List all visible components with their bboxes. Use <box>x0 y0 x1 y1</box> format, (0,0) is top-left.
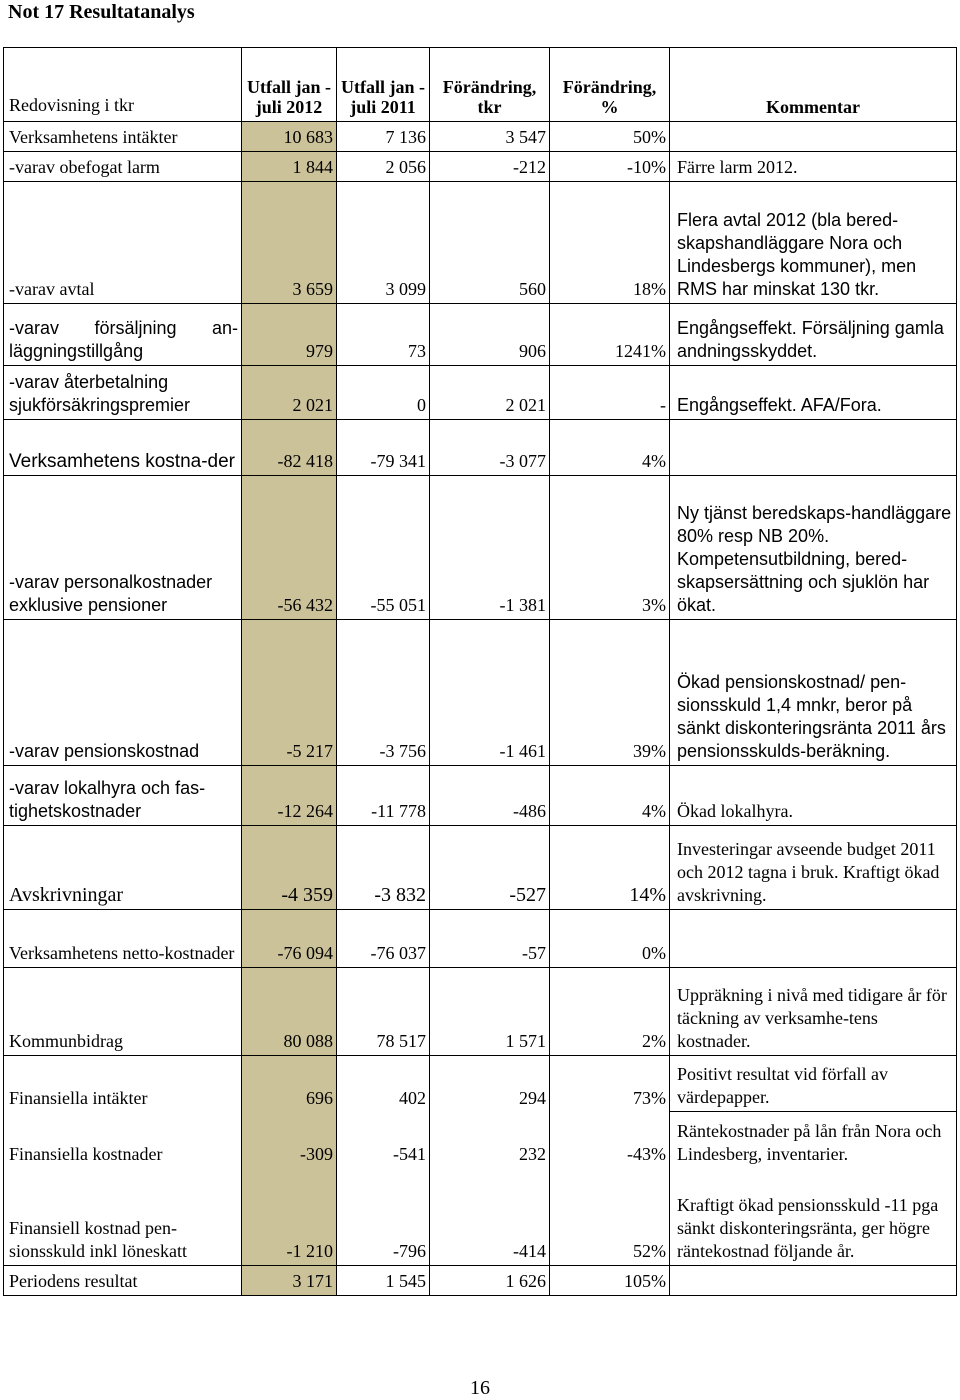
cell-2011: 402 <box>337 1056 430 1112</box>
header-utfall-2011: Utfall jan - juli 2011 <box>337 48 430 122</box>
cell-change-pct: 105% <box>550 1266 670 1296</box>
cell-comment: Ny tjänst beredskaps-handläggare 80% resp NB 20%. Kompetensutbildning, bered-skapsersättning och sjuklön har ökat. <box>670 476 957 620</box>
header-kommentar: Kommentar <box>670 48 957 122</box>
cell-change-pct: 14% <box>550 826 670 910</box>
cell-change-pct: 0% <box>550 910 670 968</box>
row-label: -varav återbetalning sjukförsäkringspremier <box>4 366 242 420</box>
row-label: -varav personalkostnader exklusive pensioner <box>4 476 242 620</box>
cell-change-pct: 2% <box>550 968 670 1056</box>
cell-2011: 3 099 <box>337 182 430 304</box>
cell-change-tkr: -3 077 <box>430 420 550 476</box>
cell-change-tkr: 232 <box>430 1112 550 1168</box>
cell-2011: -3 756 <box>337 620 430 766</box>
row-label: Periodens resultat <box>4 1266 242 1296</box>
row-label: Finansiella kostnader <box>4 1112 242 1168</box>
cell-comment: Engångseffekt. Försäljning gamla andningsskyddet. <box>670 304 957 366</box>
cell-change-pct: 39% <box>550 620 670 766</box>
cell-2011: 2 056 <box>337 152 430 182</box>
cell-change-pct: -10% <box>550 152 670 182</box>
result-table <box>3 47 957 1296</box>
table-row <box>4 182 957 304</box>
cell-change-tkr: 1 626 <box>430 1266 550 1296</box>
cell-2011: 73 <box>337 304 430 366</box>
cell-change-tkr: -57 <box>430 910 550 968</box>
table-row <box>4 826 957 910</box>
header-label: Redovisning i tkr <box>4 48 242 122</box>
cell-change-pct: - <box>550 366 670 420</box>
row-label: -varav obefogat larm <box>4 152 242 182</box>
row-label: -varav försäljning an-läggningstillgång <box>4 304 242 366</box>
cell-2012: 3 171 <box>242 1266 337 1296</box>
cell-change-pct: 52% <box>550 1168 670 1266</box>
row-label: Kommunbidrag <box>4 968 242 1056</box>
cell-2012: 1 844 <box>242 152 337 182</box>
table-row <box>4 620 957 766</box>
cell-change-tkr: -527 <box>430 826 550 910</box>
cell-comment <box>670 122 957 152</box>
table-row <box>4 420 957 476</box>
table-row <box>4 1168 957 1266</box>
table-row <box>4 910 957 968</box>
table-row <box>4 766 957 826</box>
cell-change-tkr: 1 571 <box>430 968 550 1056</box>
table-row <box>4 304 957 366</box>
header-utfall-2012: Utfall jan - juli 2012 <box>242 48 337 122</box>
cell-2011: -55 051 <box>337 476 430 620</box>
cell-change-pct: 50% <box>550 122 670 152</box>
cell-comment <box>670 420 957 476</box>
cell-change-tkr: 560 <box>430 182 550 304</box>
cell-2011: 7 136 <box>337 122 430 152</box>
row-label: Finansiella intäkter <box>4 1056 242 1112</box>
cell-2011: -79 341 <box>337 420 430 476</box>
cell-change-pct: 4% <box>550 420 670 476</box>
cell-change-tkr: -1 381 <box>430 476 550 620</box>
cell-2011: -541 <box>337 1112 430 1168</box>
cell-comment: Ökad lokalhyra. <box>670 766 957 826</box>
cell-comment: Ökad pensionskostnad/ pen-sionsskuld 1,4 mnkr, beror på sänkt diskonteringsränta 2011 års pensionsskulds-beräkning. <box>670 620 957 766</box>
cell-2012: -56 432 <box>242 476 337 620</box>
cell-2011: -796 <box>337 1168 430 1266</box>
cell-2012: -12 264 <box>242 766 337 826</box>
cell-change-pct: 18% <box>550 182 670 304</box>
row-label: -varav pensionskostnad <box>4 620 242 766</box>
cell-comment: Engångseffekt. AFA/Fora. <box>670 366 957 420</box>
cell-change-tkr: -1 461 <box>430 620 550 766</box>
cell-2012: 696 <box>242 1056 337 1112</box>
cell-change-tkr: 3 547 <box>430 122 550 152</box>
row-label: -varav avtal <box>4 182 242 304</box>
cell-2011: 1 545 <box>337 1266 430 1296</box>
cell-2012: 3 659 <box>242 182 337 304</box>
cell-2011: 0 <box>337 366 430 420</box>
cell-comment: Flera avtal 2012 (bla bered-skapshandläggare Nora och Lindesbergs kommuner), men RMS har minskat 130 tkr. <box>670 182 957 304</box>
cell-2012: -5 217 <box>242 620 337 766</box>
cell-2011: -3 832 <box>337 826 430 910</box>
cell-change-pct: 1241% <box>550 304 670 366</box>
table-row <box>4 968 957 1056</box>
table-row <box>4 1266 957 1296</box>
row-label: -varav lokalhyra och fas-tighetskostnader <box>4 766 242 826</box>
cell-2012: -76 094 <box>242 910 337 968</box>
cell-2012: -82 418 <box>242 420 337 476</box>
row-label: Finansiell kostnad pen-sionsskuld inkl löneskatt <box>4 1168 242 1266</box>
table-row <box>4 366 957 420</box>
header-forandring-pct: Förändring, % <box>550 48 670 122</box>
cell-comment: Investeringar avseende budget 2011 och 2012 tagna i bruk. Kraftigt ökad avskrivning. <box>670 826 957 910</box>
cell-2012: 979 <box>242 304 337 366</box>
table-row <box>4 476 957 620</box>
cell-2011: -11 778 <box>337 766 430 826</box>
cell-change-tkr: 2 021 <box>430 366 550 420</box>
cell-comment: Positivt resultat vid förfall av värdepapper. <box>670 1056 957 1112</box>
page-number: 16 <box>470 1377 490 1399</box>
row-label: Avskrivningar <box>4 826 242 910</box>
cell-comment: Färre larm 2012. <box>670 152 957 182</box>
row-label: Verksamhetens intäkter <box>4 122 242 152</box>
cell-2012: 80 088 <box>242 968 337 1056</box>
header-forandring-tkr: Förändring, tkr <box>430 48 550 122</box>
cell-2012: 10 683 <box>242 122 337 152</box>
cell-change-pct: 4% <box>550 766 670 826</box>
header-row <box>4 48 957 122</box>
cell-change-tkr: -414 <box>430 1168 550 1266</box>
cell-comment: Räntekostnader på lån från Nora och Lindesberg, inventarier. <box>670 1112 957 1168</box>
cell-change-tkr: -212 <box>430 152 550 182</box>
cell-change-pct: -43% <box>550 1112 670 1168</box>
cell-2012: 2 021 <box>242 366 337 420</box>
cell-2011: -76 037 <box>337 910 430 968</box>
cell-2012: -1 210 <box>242 1168 337 1266</box>
cell-comment: Kraftigt ökad pensionsskuld -11 pga sänkt diskonteringsränta, ger högre räntekostnad följande år. <box>670 1168 957 1266</box>
cell-change-pct: 73% <box>550 1056 670 1112</box>
table-row <box>4 122 957 152</box>
cell-change-tkr: -486 <box>430 766 550 826</box>
row-label: Verksamhetens kostna-der <box>4 420 242 476</box>
cell-2011: 78 517 <box>337 968 430 1056</box>
cell-comment <box>670 910 957 968</box>
row-label: Verksamhetens netto-kostnader <box>4 910 242 968</box>
cell-2012: -309 <box>242 1112 337 1168</box>
cell-change-tkr: 906 <box>430 304 550 366</box>
cell-change-pct: 3% <box>550 476 670 620</box>
cell-change-tkr: 294 <box>430 1056 550 1112</box>
cell-2012: -4 359 <box>242 826 337 910</box>
cell-comment: Uppräkning i nivå med tidigare år för täckning av verksamhe-tens kostnader. <box>670 968 957 1056</box>
cell-comment <box>670 1266 957 1296</box>
table-row <box>4 1112 957 1168</box>
table-row <box>4 1056 957 1112</box>
page-title: Not 17 Resultatanalys <box>8 1 195 23</box>
table-row <box>4 152 957 182</box>
